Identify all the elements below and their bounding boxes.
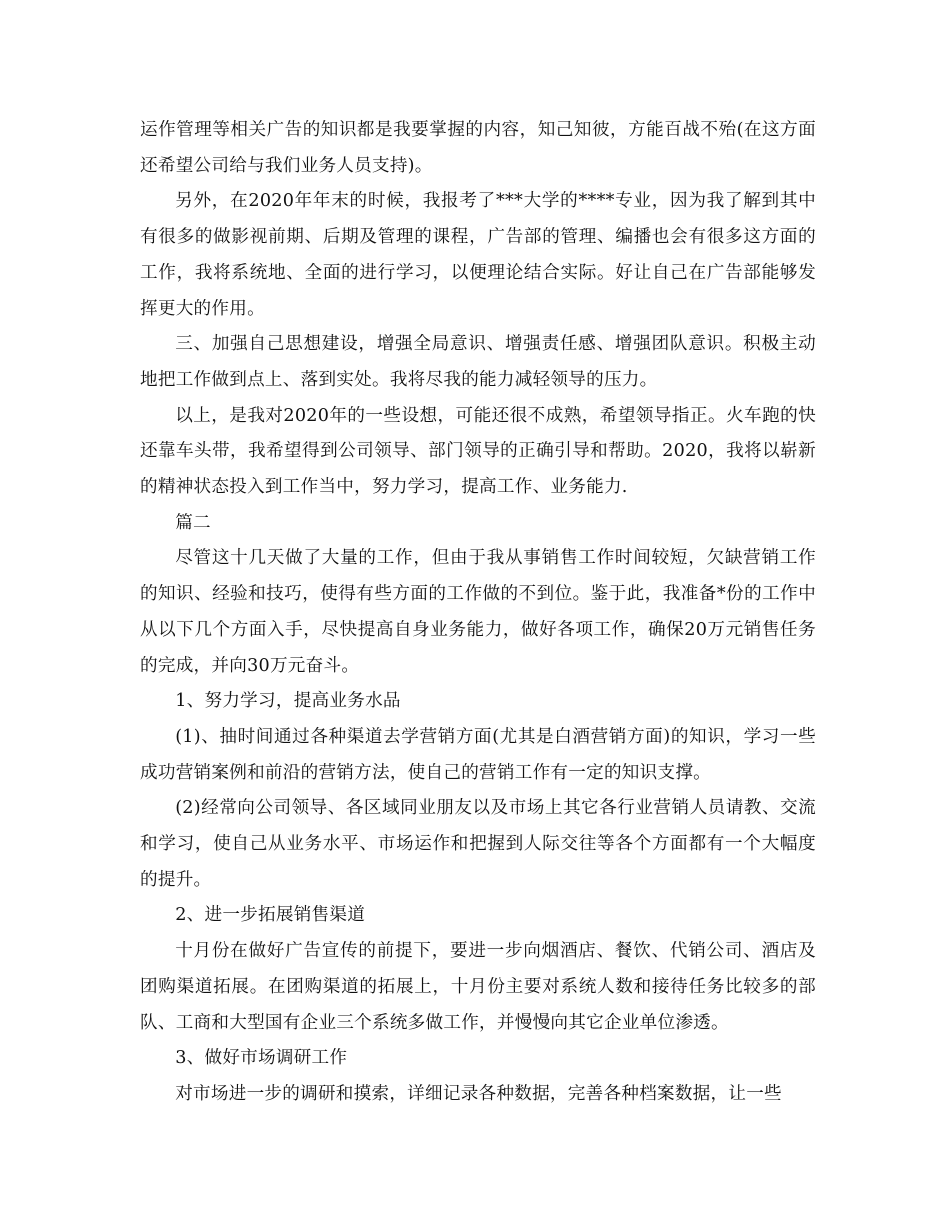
paragraph-channels: 十月份在做好广告宣传的前提下，要进一步向烟酒店、餐饮、代销公司、酒店及团购渠道拓展。在团购渠道的拓展上，十月份主要对系统人数和接待任务比较多的部队、工商和大型国有企业三个系统多做工作，并慢慢向其它企业单位渗透。 bbox=[140, 941, 816, 1033]
paragraph-part-two-intro: 尽管这十几天做了大量的工作，但由于我从事销售工作时间较短，欠缺营销工作的知识、经验和技巧，使得有些方面的工作做的不到位。鉴于此，我准备*份的工作中从以下几个方面入手，尽快提高自身业务能力，做好各项工作，确保20万元销售任务的完成，并向30万元奋斗。 bbox=[140, 548, 816, 676]
list-subitem-1: (1)、抽时间通过各种渠道去学营销方面(尤其是白酒营销方面)的知识，学习一些成功营销案例和前沿的营销方法，使自己的营销工作有一定的知识支撑。 bbox=[140, 726, 816, 783]
list-heading-1: 1、努力学习，提高业务水品 bbox=[175, 691, 401, 712]
paragraph-research: 对市场进一步的调研和摸索，详细记录各种数据，完善各种档案数据，让一些 bbox=[175, 1083, 782, 1104]
paragraph-further-study: 另外，在2020年年末的时候，我报考了***大学的****专业，因为我了解到其中有很多的做影视前期、后期及管理的课程，广告部的管理、编播也会有很多这方面的工作，我将系统地、全面的进行学习，以便理论结合实际。好让自己在广告部能够发挥更大的作用。 bbox=[140, 191, 816, 319]
section-heading-part-two: 篇二 bbox=[175, 512, 211, 533]
paragraph-conclusion: 以上，是我对2020年的一些设想，可能还很不成熟，希望领导指正。火车跑的快还靠车头带，我希望得到公司领导、部门领导的正确引导和帮助。2020，我将以崭新的精神状态投入到工作当中，努力学习，提高工作、业务能力. bbox=[140, 405, 816, 498]
list-subitem-2: (2)经常向公司领导、各区域同业朋友以及市场上其它各行业营销人员请教、交流和学习，使自己从业务水平、市场运作和把握到人际交往等各个方面都有一个大幅度的提升。 bbox=[140, 798, 816, 890]
paragraph-point-three: 三、加强自己思想建设，增强全局意识、增强责任感、增强团队意识。积极主动地把工作做到点上、落到实处。我将尽我的能力减轻领导的压力。 bbox=[140, 334, 816, 390]
document-body bbox=[140, 113, 816, 1113]
list-heading-3: 3、做好市场调研工作 bbox=[175, 1048, 348, 1069]
list-heading-2: 2、进一步拓展销售渠道 bbox=[175, 905, 366, 926]
paragraph-continued: 运作管理等相关广告的知识都是我要掌握的内容，知己知彼，方能百战不殆(在这方面还希望公司给与我们业务人员支持)。 bbox=[140, 120, 816, 176]
